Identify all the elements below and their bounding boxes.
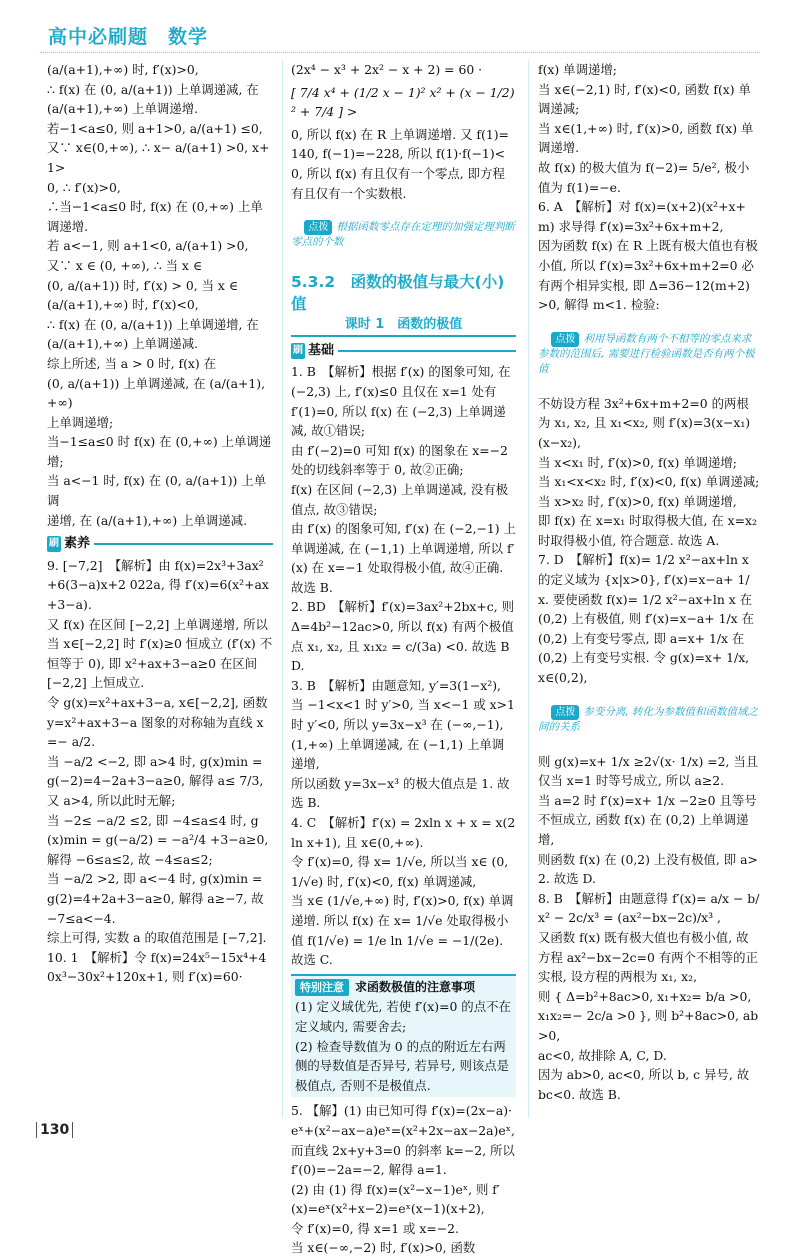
key-note-box <box>291 974 516 1098</box>
text-line: (0, a/(a+1)) 时, f′(x) > 0, 当 x ∈ <box>47 277 239 293</box>
question-7: 7. D 【解析】f(x)= 1/2 x²−ax+ln x 的定义域为 {x|x>0}, f′(x)=x−a+ 1/x. 要使函数 f(x)= 1/2 x²−ax+ln x 在 (0,2) 上有极值, 则 f′(x)=x−a+ 1/x 在 (0,2) 上有变号零点, 即 a=x+ 1/x 在 (0,2) 上有变号实根. 令 g(x)=x+ 1/x, x∈(0,2), <box>538 552 758 686</box>
text-line: 当 −a/2 >2, 即 a<−4 时, g(x)min = g(2)=4+2a+3−a≥0, 解得 a≥−7, 故 −7≤a<−4. <box>47 871 268 926</box>
section-header-suyang <box>47 534 273 554</box>
text-line: 当 x∈(−∞,−2) 时, f′(x)>0, 函数 <box>291 1240 476 1256</box>
tip-text: 参变分离, 转化为参数值和函数值域之间的关系 <box>538 705 759 733</box>
text-line: 所以函数 y=3x−x³ 的极大值点是 1. 故选 B. <box>291 775 510 811</box>
text-line: (2) 由 (1) 得 f(x)=(x²−x−1)eˣ, 则 f′(x)=eˣ(x²+x−2)=eˣ(x−1)(x+2), <box>291 1181 500 1217</box>
text-line: 若 a<−1, 则 a+1<0, a/(a+1) >0, <box>47 238 249 254</box>
key-note-line: (2) 检查导数值为 0 的点的附近左右两侧的导数值是否异号, 若异号, 则该点是极值点, 否则不是极值点. <box>295 1038 510 1093</box>
text-line: 因为函数 f(x) 在 R 上既有极大值也有极小值, 所以 f′(x)=3x²+6x+m+2=0 必有两个相异实根, 即 Δ=36−12(m+2)>0, 解得 m<1. 检验: <box>538 238 758 313</box>
key-note-line: (1) 定义域优先, 若使 f′(x)=0 的点不在定义域内, 需要舍去; <box>295 999 511 1034</box>
text-line: (a/(a+1),+∞) 上单调递增. <box>47 101 199 117</box>
key-note-title <box>295 978 512 998</box>
text-line: 令 f′(x)=0, 得 x=1 或 x=−2. <box>291 1220 459 1236</box>
text-line: 而直线 2x+y+3=0 的斜率 k=−2, 所以 f′(0)=−2a=−2, 解得 a=1. <box>291 1142 519 1178</box>
text-line: 当 a<−1 时, f(x) 在 (0, a/(a+1)) 上单调 <box>47 473 267 509</box>
text-line: 当−1≤a≤0 时 f(x) 在 (0,+∞) 上单调递增; <box>47 434 272 469</box>
page-number: 130 <box>36 1122 73 1138</box>
header-title: 高中必刷题 数学 <box>48 26 209 48</box>
question-5: 5. 【解】(1) 由已知可得 f′(x)=(2x−a)·eˣ+(x²−ax−a)eˣ=(x²+2x−ax−2a)eˣ, <box>291 1103 515 1138</box>
section-label: 基础 <box>308 342 335 358</box>
section-header-jichu <box>291 341 516 361</box>
text-line: 由 f′(−2)=0 可知 f(x) 的图象在 x=−2 处的切线斜率等于 0, 故②正确; <box>291 442 512 478</box>
text-line: f(x) 单调递增; <box>538 62 617 77</box>
key-note-heading: 求函数极值的注意事项 <box>355 979 476 994</box>
question-3: 3. B 【解析】由题意知, y′=3(1−x²), 当 −1<x<1 时 y′>0, 当 x<−1 或 x>1 时 y′<0, 所以 y=3x−x³ 在 (−∞,−1), (1,+∞) 上单调递减, 在 (−1,1) 上单调递增, <box>291 677 519 772</box>
text-line: 当 a=2 时 f′(x)=x+ 1/x −2≥0 且等号不恒成立, 函数 f(x) 在 (0,2) 上单调递增, <box>538 792 757 847</box>
text-line: 则 g(x)=x+ 1/x ≥2√(x· 1/x) =2, 当且仅当 x=1 时等号成立, 所以 a≥2. <box>538 753 759 789</box>
text-line: 则 { Δ=b²+8ac>0, x₁+x₂= b/a >0, x₁x₂=− 2c/a >0 }, 则 b²+8ac>0, ab>0, <box>538 988 759 1043</box>
text-line: 若−1<a≤0, 则 a+1>0, a/(a+1) ≤0, <box>47 120 263 136</box>
text-line: 又函数 f(x) 既有极大值也有极小值, 故方程 ax²−bx−2c=0 有两个不相等的正实根, 设方程的两根为 x₁, x₂, <box>538 929 758 985</box>
key-note-tag: 特别注意 <box>295 979 349 996</box>
text-line: 当 x₁<x<x₂ 时, f′(x)<0, f(x) 单调递减; <box>538 474 760 490</box>
tip-note <box>538 690 760 750</box>
text-line: 综上可得, 实数 a 的取值范围是 [−7,2]. <box>47 930 267 946</box>
tip-text: 根据函数零点存在定理的加强定理判断零点的个数 <box>291 221 515 249</box>
text-line: 0, 所以 f(x) 在 R 上单调递增. 又 f(1)=140, f(−1)=−228, 所以 f(1)·f(−1)<0, 所以 f(x) 有且仅有一个零点, 即方程有且仅有一个实数根. <box>291 126 509 201</box>
question-9: 9. [−7,2] 【解析】由 f(x)=2x³+3ax²+6(3−a)x+2 022a, 得 f′(x)=6(x²+ax+3−a). <box>47 557 269 613</box>
text-line: ac<0, 故排除 A, C, D. <box>538 1047 667 1063</box>
text-line: ∴当−1<a≤0 时, f(x) 在 (0,+∞) 上单调递增. <box>47 199 263 234</box>
text-line: 递增, 在 (a/(a+1),+∞) 上单调递减. <box>47 512 248 528</box>
column-divider <box>282 60 283 1118</box>
tip-note <box>538 317 760 392</box>
tip-badge: 点拨 <box>551 705 579 720</box>
text-line: (0, a/(a+1)) 上单调递减, 在 (a/(a+1),+∞) <box>47 375 266 411</box>
tip-badge: 点拨 <box>551 332 579 347</box>
text-line: 又 a>4, 所以此时无解; <box>47 792 176 808</box>
question-8: 8. B 【解析】由题意得 f′(x)= a/x − b/x² − 2c/x³ = (ax²−bx−2c)/x³ , <box>538 890 760 926</box>
section-tag: 刷 <box>291 343 305 359</box>
text-line: (a/(a+1),+∞) 时, f′(x)>0, <box>47 62 199 77</box>
text-line: (2x⁴ − x³ + 2x² − x + 2) = 60 · <box>291 62 483 77</box>
text-line: 又∵ x ∈ (0, +∞), ∴ 当 x ∈ <box>47 257 203 273</box>
text-line: 即 f(x) 在 x=x₁ 时取得极大值, 在 x=x₂ 时取得极小值, 符合题意. 故选 A. <box>538 513 761 548</box>
text-line: 当 −a/2 <−2, 即 a>4 时, g(x)min = g(−2)=4−2a+3−a≥0, 解得 a≤ 7/3, <box>47 753 267 789</box>
text-line: 令 g(x)=x²+ax+3−a, x∈[−2,2], 函数 y=x²+ax+3−a 图象的对称轴为直线 x=− a/2. <box>47 695 272 750</box>
question-10: 10. 1 【解析】令 f(x)=24x⁵−15x⁴+40x³−30x²+120x+1, 则 f′(x)=60· <box>47 949 267 985</box>
column-left <box>47 60 273 987</box>
text-line: 又∵ x∈(0,+∞), ∴ x− a/(a+1) >0, x+1> <box>47 140 270 175</box>
text-line: 不妨设方程 3x²+6x+m+2=0 的两根为 x₁, x₂, 且 x₁<x₂, 则 f′(x)=3(x−x₁)(x−x₂), <box>538 395 751 450</box>
question-2: 2. BD 【解析】f′(x)=3ax²+2bx+c, 则 Δ=4b²−12ac>0, 所以 f(x) 有两个极值点 x₁, x₂, 且 x₁x₂ = c/(3a) <0. 故选 BD. <box>291 599 518 674</box>
text-line: ∴ f(x) 在 (0, a/(a+1)) 上单调递增, 在 <box>47 316 259 332</box>
section-heading: 5.3.2 函数的极值与最大(小)值 <box>291 273 505 314</box>
text-line: 当 x<x₁ 时, f′(x)>0, f(x) 单调递增; <box>538 454 737 470</box>
text-line: 又 f(x) 在区间 [−2,2] 上单调递增, 所以当 x∈[−2,2] 时 f′(x)≥0 恒成立 (f′(x) 不恒等于 0), 即 x²+ax+3−a≥0 在区间 [−2,2] 上恒成立. <box>47 616 273 691</box>
column-middle <box>291 60 519 1258</box>
text-line: (a/(a+1),+∞) 上单调递减. <box>47 336 199 352</box>
question-6: 6. A 【解析】对 f(x)=(x+2)(x²+x+m) 求导得 f′(x)=3x²+6x+m+2, <box>538 199 746 234</box>
text-line: 0, ∴ f′(x)>0, <box>47 179 121 195</box>
text-line: 上单调递增; <box>47 414 114 430</box>
formula-line: [ 7/4 x⁴ + (1/2 x − 1)² x² + (x − 1/2)² + 7/4 ] > <box>291 84 515 120</box>
tip-text: 利用导函数有两个不相等的零点来求参数的范围后, 需要进行检验函数是否有两个极值 <box>538 332 755 375</box>
question-4: 4. C 【解析】f′(x) = 2xln x + x = x(2ln x+1), 且 x∈(0,+∞). <box>291 815 516 850</box>
text-line: 故 f(x) 的极大值为 f(−2)= 5/e², 极小值为 f(1)=−e. <box>538 159 750 195</box>
tip-note <box>291 205 516 265</box>
lesson-heading: 课时 1 函数的极值 <box>291 315 516 337</box>
text-line: (a/(a+1),+∞) 时, f′(x)<0, <box>47 297 199 313</box>
text-line: 当 x∈(1,+∞) 时, f′(x)>0, 函数 f(x) 单调递增. <box>538 120 754 156</box>
header-rule <box>40 52 760 53</box>
text-line: 当 x∈ (1/√e,+∞) 时, f′(x)>0, f(x) 单调递增. 所以 f(x) 在 x= 1/√e 处取得极小值 f(1/√e) = 1/e ln 1/√e = −1/(2e). 故选 C. <box>291 893 514 968</box>
text-line: 因为 ab>0, ac<0, 所以 b, c 异号, 故 bc<0. 故选 B. <box>538 1067 754 1102</box>
text-line: 令 f′(x)=0, 得 x= 1/√e, 所以当 x∈ (0, 1/√e) 时, f′(x)<0, f(x) 单调递减, <box>291 854 513 889</box>
text-line: 当 x>x₂ 时, f′(x)>0, f(x) 单调递增, <box>538 493 737 509</box>
text-line: 由 f′(x) 的图象可知, f′(x) 在 (−2,−1) 上单调递减, 在 (−1,1) 上单调递增, 所以 f′(x) 在 x=−1 处取得极小值, 故④正确. 故选 B. <box>291 521 516 595</box>
question-1: 1. B 【解析】根据 f′(x) 的图象可知, 在 (−2,3) 上, f′(x)≤0 且仅在 x=1 处有 f′(1)=0, 所以 f(x) 在 (−2,3) 上单调递减, 故①错误; <box>291 364 515 439</box>
text-line: 综上所述, 当 a > 0 时, f(x) 在 <box>47 355 217 371</box>
text-line: 当 −2≤ −a/2 ≤2, 即 −4≤a≤4 时, g(x)min = g(−a/2) = −a²/4 +3−a≥0, 解得 −6≤a≤2, 故 −4≤a≤2; <box>47 812 273 867</box>
section-tag: 刷 <box>47 536 61 552</box>
text-line: f(x) 在区间 (−2,3) 上单调递减, 没有极值点, 故③错误; <box>291 481 508 517</box>
column-divider <box>528 60 529 1118</box>
column-right <box>538 60 760 1104</box>
section-label: 素养 <box>64 536 91 552</box>
text-line: ∴ f(x) 在 (0, a/(a+1)) 上单调递减, 在 <box>47 81 259 97</box>
text-line: 则函数 f(x) 在 (0,2) 上没有极值, 即 a>2. 故选 D. <box>538 851 758 887</box>
tip-badge: 点拨 <box>304 220 332 235</box>
text-line: 当 x∈(−2,1) 时, f′(x)<0, 函数 f(x) 单调递减; <box>538 81 751 117</box>
